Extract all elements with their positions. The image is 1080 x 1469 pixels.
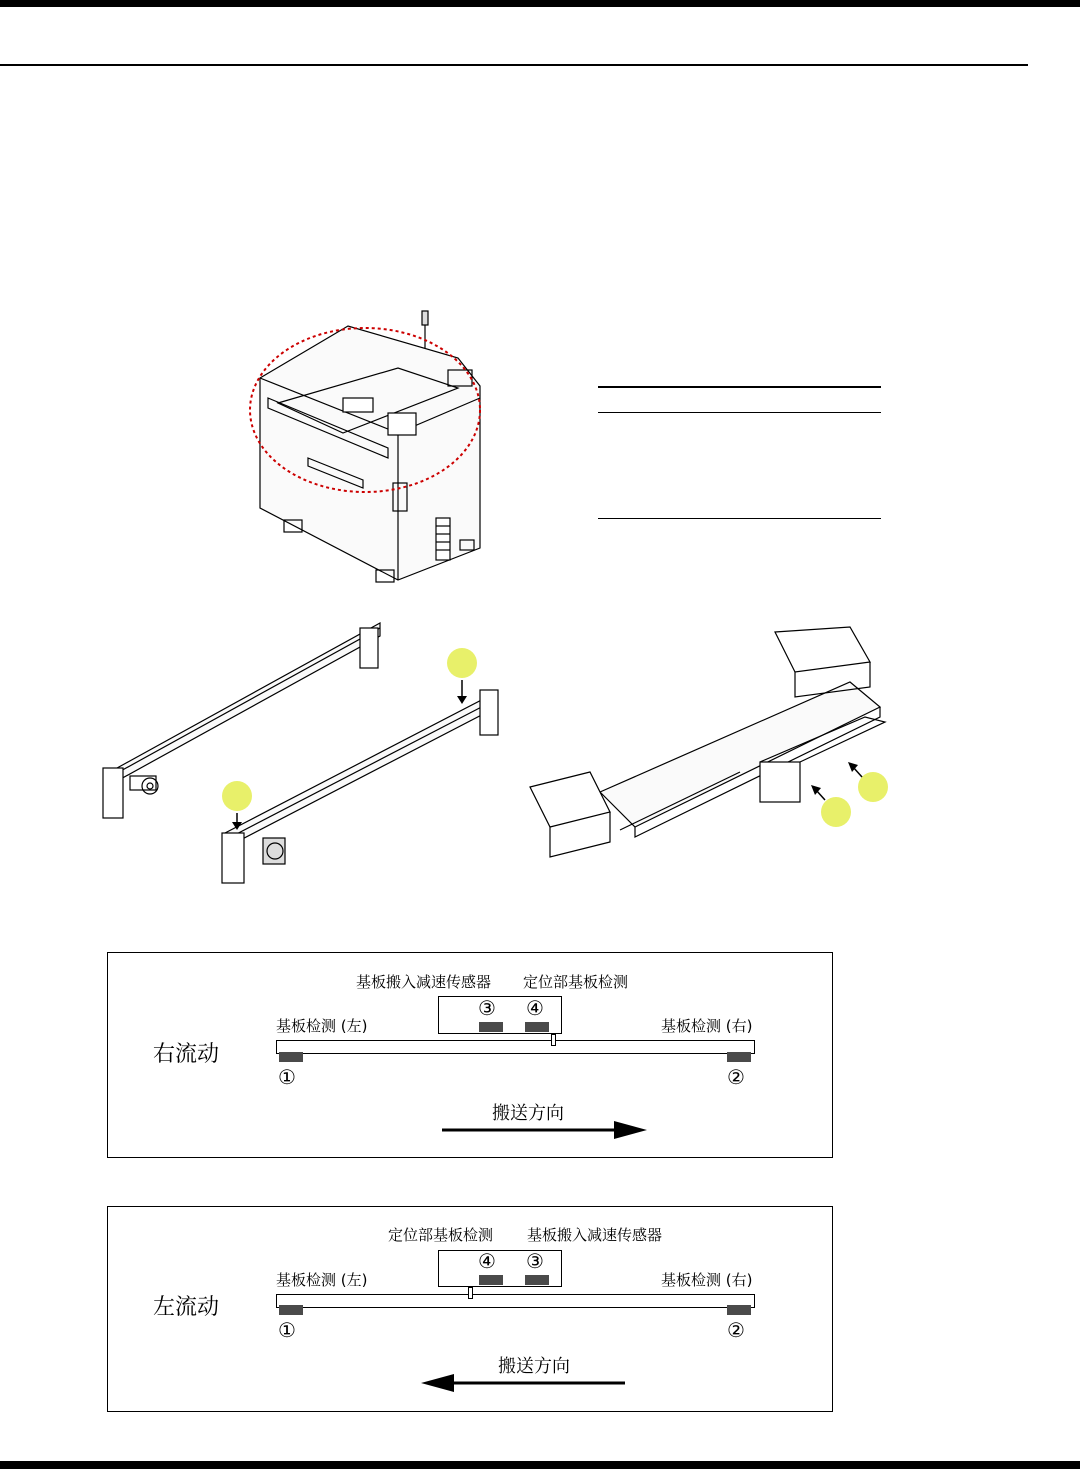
left-flow-title: 左流动: [153, 1295, 220, 1320]
decel-sensor-label: 基板搬入减速传感器: [356, 973, 492, 991]
left-detect-label: 基板检测 (左): [276, 1017, 368, 1035]
decel-sensor-label: 基板搬入减速传感器: [527, 1226, 663, 1244]
left-detect-label: 基板检测 (左): [276, 1271, 368, 1289]
conveyance-direction-label: 搬送方向: [498, 1356, 570, 1377]
right-detect-label: 基板检测 (右): [661, 1017, 753, 1035]
header-rule: [0, 64, 1028, 66]
left-detect-sensor-block: [279, 1305, 303, 1315]
right-arrow-icon: [440, 1120, 650, 1140]
right-detect-label: 基板检测 (右): [661, 1271, 753, 1289]
conveyor-bar: [276, 1040, 755, 1054]
positioning-sensor-block: [479, 1275, 503, 1285]
conveyance-direction-label: 搬送方向: [492, 1103, 564, 1124]
right-detect-sensor-block: [727, 1305, 751, 1315]
sensor-number-1: ①: [278, 1065, 296, 1089]
sensor-number-2: ②: [727, 1318, 745, 1342]
positioning-detect-label: 定位部基板检测: [388, 1226, 494, 1244]
table-rule-bottom: [598, 518, 881, 519]
positioning-detect-label: 定位部基板检测: [523, 973, 629, 991]
table-rule-mid: [598, 412, 881, 413]
table-rule-top: [598, 386, 881, 388]
positioning-unit-illustration: [520, 622, 900, 862]
left-arrow-icon: [418, 1373, 628, 1393]
sensor-number-4: ④: [478, 1249, 496, 1273]
conveyor-rails-illustration: [100, 618, 510, 888]
sensor-number-4: ④: [526, 996, 544, 1020]
sensor-number-1: ①: [278, 1318, 296, 1342]
bottom-border-rule: [0, 1461, 1080, 1469]
machine-illustration: [248, 308, 488, 593]
stopper-mark: [468, 1287, 473, 1299]
left-detect-sensor-block: [279, 1052, 303, 1062]
sensor-number-2: ②: [727, 1065, 745, 1089]
sensor-number-3: ③: [478, 996, 496, 1020]
top-border-rule: [0, 0, 1080, 7]
decel-sensor-block: [479, 1022, 503, 1032]
right-flow-title: 右流动: [153, 1042, 220, 1067]
stopper-mark: [551, 1034, 556, 1046]
right-detect-sensor-block: [727, 1052, 751, 1062]
positioning-sensor-block: [525, 1022, 549, 1032]
sensor-number-3: ③: [526, 1249, 544, 1273]
decel-sensor-block: [525, 1275, 549, 1285]
conveyor-bar: [276, 1294, 755, 1308]
